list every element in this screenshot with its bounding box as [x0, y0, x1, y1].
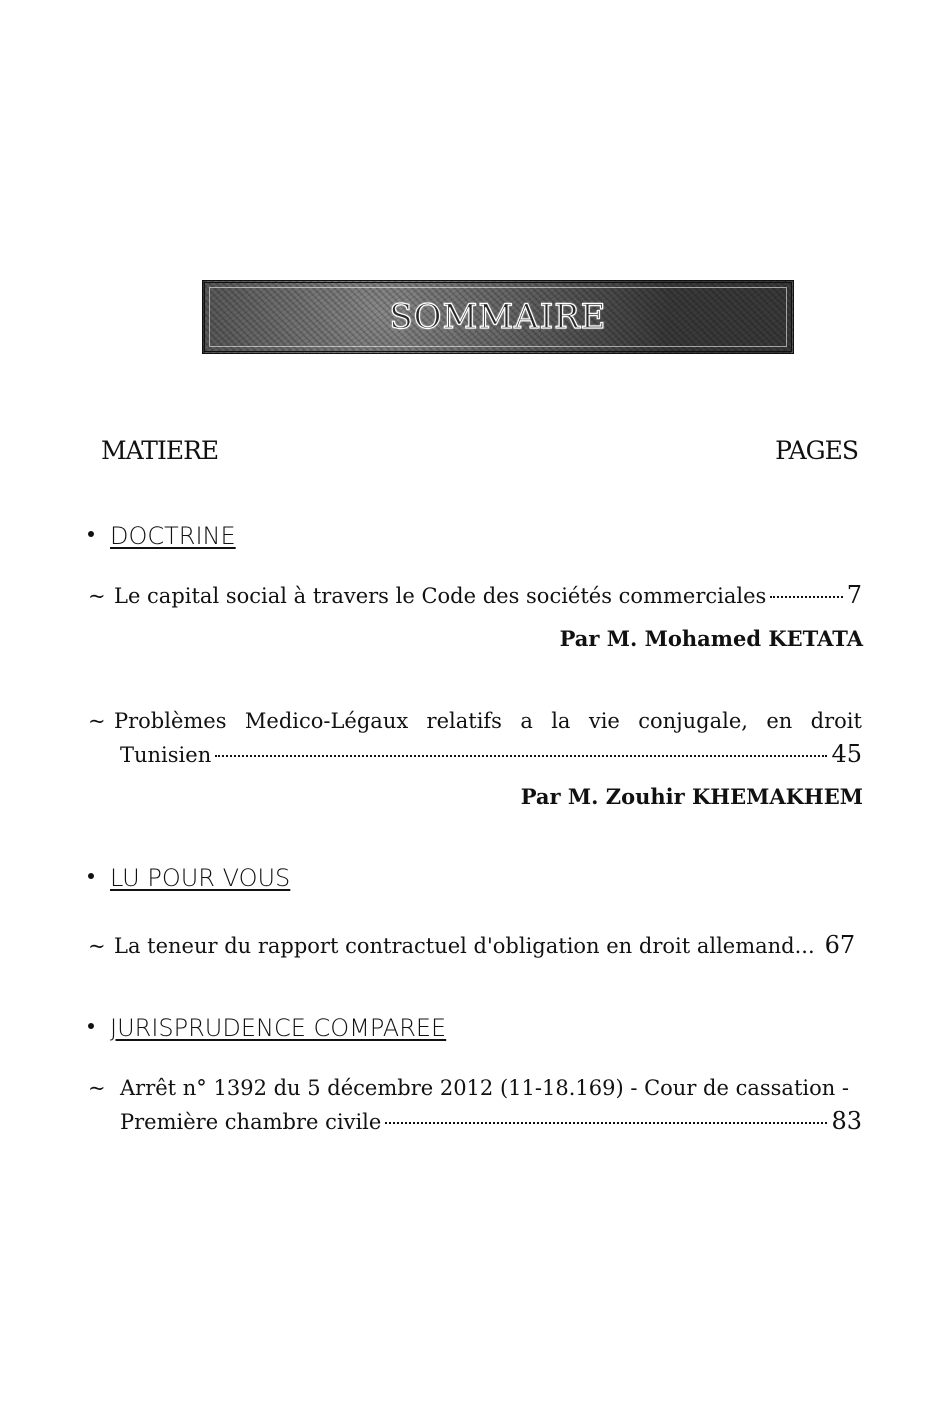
toc-entry — [88, 929, 862, 963]
page-number: 7 — [846, 581, 862, 609]
dash-icon: ~ — [88, 584, 106, 608]
word: droit — [810, 709, 862, 733]
page-number: 45 — [831, 740, 862, 768]
word: vie — [588, 709, 620, 733]
entry-title: La teneur du rapport contractuel d'obligation en droit allemand... — [114, 934, 815, 958]
dot-leader — [770, 596, 842, 598]
banner-title: SOMMAIRE — [389, 297, 607, 337]
toc-entry — [88, 705, 862, 772]
bullet-icon — [88, 531, 94, 537]
entry-author: Par M. Mohamed KETATA — [559, 626, 863, 651]
entry-author: Par M. Zouhir KHEMAKHEM — [520, 784, 863, 809]
section-label: DOCTRINE — [110, 522, 236, 550]
word: relatifs — [426, 709, 502, 733]
page-number: 83 — [831, 1107, 862, 1135]
dash-icon: ~ — [88, 1076, 106, 1100]
entry-title: Le capital social à travers le Code des sociétés commerciales — [114, 584, 767, 608]
word: en — [766, 709, 793, 733]
toc-entry — [88, 1072, 862, 1139]
bullet-icon — [88, 1023, 94, 1029]
word: la — [551, 709, 571, 733]
toc-entry — [88, 579, 862, 613]
sommaire-banner — [202, 280, 794, 354]
section-label: JURISPRUDENCE COMPAREE — [110, 1014, 447, 1042]
dot-leader — [385, 1122, 827, 1124]
dash-icon: ~ — [88, 934, 106, 958]
section-jurisprudence-comparee — [88, 1014, 446, 1042]
bullet-icon — [88, 873, 94, 879]
entry-title-line2: Tunisien — [120, 743, 212, 767]
page-number: 67 — [824, 931, 856, 959]
word: conjugale, — [638, 709, 748, 733]
dash-icon: ~ — [88, 709, 106, 733]
entry-title-line2: Première chambre civile — [120, 1110, 382, 1134]
section-label: LU POUR VOUS — [110, 864, 291, 892]
word: a — [520, 709, 533, 733]
entry-title-line1 — [114, 705, 862, 738]
column-heading-matiere: MATIERE — [101, 436, 219, 465]
section-lu-pour-vous — [88, 864, 290, 892]
section-doctrine — [88, 522, 236, 550]
column-heading-pages: PAGES — [775, 436, 858, 465]
word: Medico-Légaux — [244, 709, 409, 733]
word: Problèmes — [114, 709, 227, 733]
dot-leader — [215, 755, 827, 757]
entry-title-line1: Arrêt n° 1392 du 5 décembre 2012 (11-18.169) - Cour de cassation - — [120, 1076, 850, 1100]
